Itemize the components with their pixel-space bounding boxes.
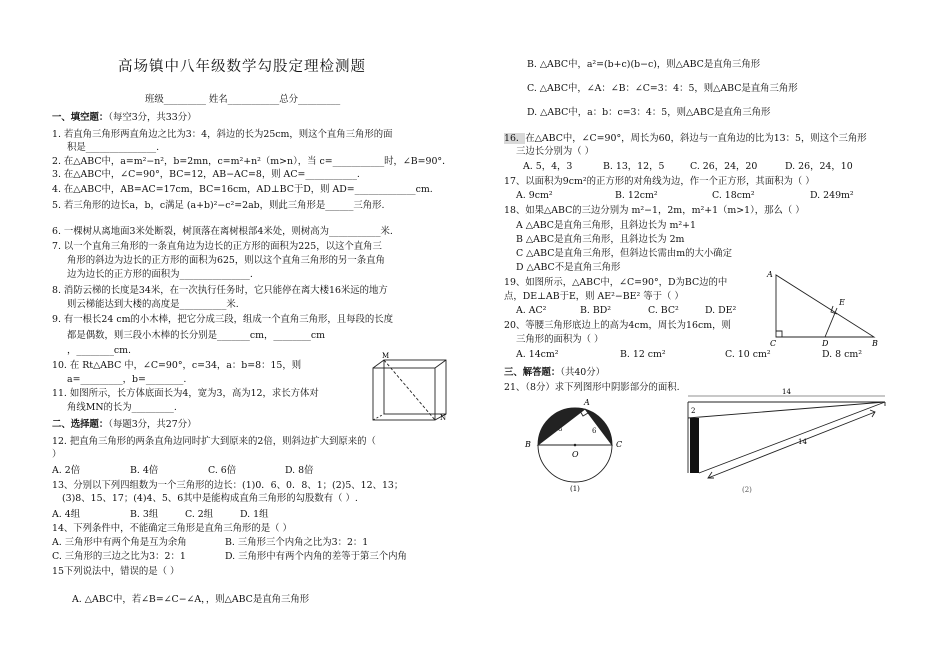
right-triangle-figure: [762, 265, 882, 350]
question-14: 14、下列条件中，不能确定三角形是直角三角形的是（ ）: [52, 523, 292, 534]
triangle-label-a: A: [767, 270, 773, 279]
question-1-line-2: 积是_______________.: [67, 142, 160, 153]
question-13-line-1: 13、分别以下列四组数为一个三角形的边长：(1)0．6、0．8、1；(2)5、12、13；: [52, 480, 404, 491]
question-16-line-1: [504, 133, 867, 144]
cuboid-label-n: N: [440, 414, 447, 422]
question-12: 12. 把直角三角形的两条直角边同时扩大到原来的2倍，则斜边扩大到原来的（: [52, 436, 376, 447]
question-19-option-c: C. BC²: [648, 305, 679, 316]
circle-side-label-6: 6: [592, 427, 597, 435]
section-fill-blank-note: （每空3分，共33分）: [108, 112, 197, 123]
question-16-option-b: B. 13，12，5: [603, 161, 665, 172]
question-14-option-b: B. 三角形三个内角之比为3：2：1: [225, 537, 369, 548]
question-13-option-c: C. 2组: [185, 509, 214, 520]
question-16-line-2: 三边长分别为（ ）: [516, 146, 594, 157]
section-solve-heading: 三、解答题：: [504, 367, 561, 378]
figure2-label-top: 14: [782, 388, 791, 396]
question-20-option-c: C. 10 cm²: [725, 349, 771, 360]
question-12-option-d: D. 8倍: [285, 465, 314, 476]
section-choice-heading: 二、选择题：: [52, 419, 109, 430]
question-8-line-2: 则云梯能达到大楼的高度是__________米.: [67, 299, 239, 310]
question-9-line-1: 9. 有一根长24 cm的小木棒，把它分成三段，组成一个直角三角形，且每段的长度: [52, 314, 393, 325]
question-13-option-d: D. 1组: [240, 509, 269, 520]
question-20-line-1: 20、等腰三角形底边上的高为4cm，周长为16cm，则: [504, 320, 731, 331]
question-2: 2. 在△ABC中，a=m²−n²，b=2mn，c=m²+n²（m>n），当 c=___________时，∠B=90°．: [52, 156, 452, 167]
circle-label-c: C: [616, 440, 623, 449]
question-15-option-a: A. △ABC中，若∠B=∠C−∠A，，则△ABC是直角三角形: [72, 594, 310, 605]
question-19-option-d: D. DE²: [705, 305, 737, 316]
question-12-option-c: C. 6倍: [208, 465, 237, 476]
question-14-option-a: A. 三角形中有两个角是互为余角: [52, 537, 187, 548]
question-17-option-a: A. 9cm²: [516, 190, 553, 201]
question-16-text: 在△ABC中，∠C=90°，周长为60，斜边与一直角边的比为13：5，则这个三角形: [525, 133, 867, 144]
circle-side-label-8: 8: [558, 425, 563, 433]
question-11-line-2: 角线MN的长为_________.: [67, 402, 177, 413]
question-20-option-b: B. 12 cm²: [620, 349, 666, 360]
question-19-option-b: B. BD²: [580, 305, 612, 316]
question-19-option-a: A. AC²: [516, 305, 547, 316]
question-18-option-a: A △ABC是直角三角形，且斜边长为 m²+1: [516, 220, 696, 231]
question-9-line-3: ，________cm.: [67, 345, 131, 356]
circle-label-b: B: [525, 440, 531, 449]
composite-figure: [680, 388, 895, 500]
section-choice: [52, 419, 196, 430]
student-info-line: 班级_________ 姓名___________总分_________: [145, 94, 341, 105]
question-15-option-b: B. △ABC中，a²=(b+c)(b−c)，则△ABC是直角三角形: [527, 59, 761, 70]
question-9-line-2: 都是偶数，则三段小木棒的长分别是_______cm，________cm: [67, 330, 325, 341]
question-21: 21、（8分）求下列图形中阴影部分的面积.: [504, 382, 680, 393]
question-13-line-2: (3)8、15、17；(4)4、5、6其中是能构成直角三角形的勾股数有（ ）.: [62, 493, 358, 504]
question-12-close: ）: [52, 449, 62, 460]
question-12-option-a: A. 2倍: [52, 465, 81, 476]
question-13-option-a: A. 4组: [52, 509, 81, 520]
question-20-line-2: 三角形的面积为（ ）: [516, 334, 604, 345]
question-4: 4. 在△ABC中，AB=AC=17cm，BC=16cm，AD⊥BC于D，则 AD=_____________cm.: [52, 184, 433, 195]
question-7-line-1: 7. 以一个直角三角形的一条直角边为边长的正方形的面积为225，以这个直角三: [52, 241, 382, 252]
section-fill-blank-heading: 一、填空题：: [52, 112, 109, 123]
triangle-label-c: C: [770, 339, 777, 348]
question-18-option-c: C △ABC是直角三角形，但斜边长需由m的大小确定: [516, 248, 733, 259]
question-17-option-c: C. 18cm²: [712, 190, 755, 201]
question-3: 3. 在△ABC中，∠C=90°，BC=12，AB−AC=8，则 AC=___________.: [52, 169, 360, 180]
circle-label-a: A: [584, 398, 590, 407]
section-choice-note: （每题3分，共27分）: [108, 419, 197, 430]
question-16-option-c: C. 26，24，20: [690, 161, 758, 172]
section-solve-note: （共40分）: [560, 367, 606, 378]
question-15: 15下列说法中，错误的是（ ）: [52, 566, 180, 577]
question-14-option-d: D. 三角形中有两个内角的差等于第三个内角: [225, 551, 407, 562]
question-18-option-d: D △ABC不是直角三角形: [516, 262, 621, 273]
cuboid-figure: [370, 350, 450, 422]
question-13-option-b: B. 3组: [130, 509, 159, 520]
figure2-label-diagonal: 14: [798, 438, 807, 446]
section-solve: [504, 367, 605, 378]
section-fill-blank: [52, 112, 196, 123]
question-16-number: 16．: [504, 133, 526, 144]
triangle-label-e: E: [839, 298, 845, 307]
question-10-line-1: 10. 在 Rt△ABC 中，∠C=90°，c=34，a：b=8：15，则: [52, 360, 302, 371]
figure2-caption: (2): [742, 486, 752, 494]
triangle-label-b: B: [872, 339, 878, 348]
question-7-line-3: 边为边长的正方形的面积为_______________.: [67, 269, 253, 280]
figure2-label-side: 2: [691, 407, 696, 415]
question-8-line-1: 8. 消防云梯的长度是34米，在一次执行任务时，它只能停在离大楼16米远的地方: [52, 285, 388, 296]
exam-title: 高场镇中八年级数学勾股定理检测题: [118, 59, 366, 75]
question-16-option-a: A. 5，4，3: [523, 161, 573, 172]
question-6: 6. 一棵树从离地面3米处断裂，树顶落在离树根部4米处，则树高为___________米.: [52, 226, 393, 237]
question-15-option-d: D. △ABC中，a：b：c=3：4：5，则△ABC是直角三角形: [527, 107, 771, 118]
circle-figure: [520, 395, 632, 493]
circle-label-o: O: [572, 450, 579, 459]
question-18-option-b: B △ABC是直角三角形，且斜边长为 2m: [516, 234, 685, 245]
question-18: 18、如果△ABC的三边分别为 m²−1，2m，m²+1（m>1），那么（ ）: [504, 205, 805, 216]
circle-caption: (1): [570, 485, 580, 493]
question-20-option-a: A. 14cm²: [516, 349, 559, 360]
question-7-line-2: 角形的斜边为边长的正方形的面积为625，则以这个直角三角形的另一条直角: [67, 255, 385, 266]
triangle-label-d: D: [822, 339, 829, 348]
question-19-line-1: 19、如图所示，△ABC中，∠C=90°，D为BC边的中: [504, 277, 728, 288]
question-1-line-1: 1. 若直角三角形两直角边之比为3：4，斜边的长为25cm，则这个直角三角形的面: [52, 129, 393, 140]
question-5: 5. 若三角形的边长a，b，c满足 (a+b)²−c²=2ab，则此三角形是______三角形.: [52, 200, 385, 211]
question-15-option-c: C. △ABC中，∠A：∠B：∠C=3：4：5，则△ABC是直角三角形: [527, 83, 798, 94]
question-16-option-d: D. 26，24，10: [785, 161, 853, 172]
question-19-line-2: 点，DE⊥AB于E，则 AE²−BE² 等于（ ）: [504, 291, 684, 302]
question-12-option-b: B. 4倍: [130, 465, 159, 476]
question-20-option-d: D. 8 cm²: [822, 349, 862, 360]
question-10-line-2: a=_________，b=________.: [67, 374, 187, 385]
question-17: 17、以面积为9cm²的正方形的对角线为边，作一个正方形，其面积为（ ）: [504, 176, 815, 187]
cuboid-label-m: M: [382, 352, 390, 360]
question-17-option-b: B. 12cm²: [615, 190, 658, 201]
question-11-line-1: 11. 如图所示，长方体底面长为4，宽为3，高为12，求长方体对: [52, 388, 319, 399]
question-14-option-c: C. 三角形的三边之比为3：2：1: [52, 551, 186, 562]
question-17-option-d: D. 249m²: [810, 190, 854, 201]
